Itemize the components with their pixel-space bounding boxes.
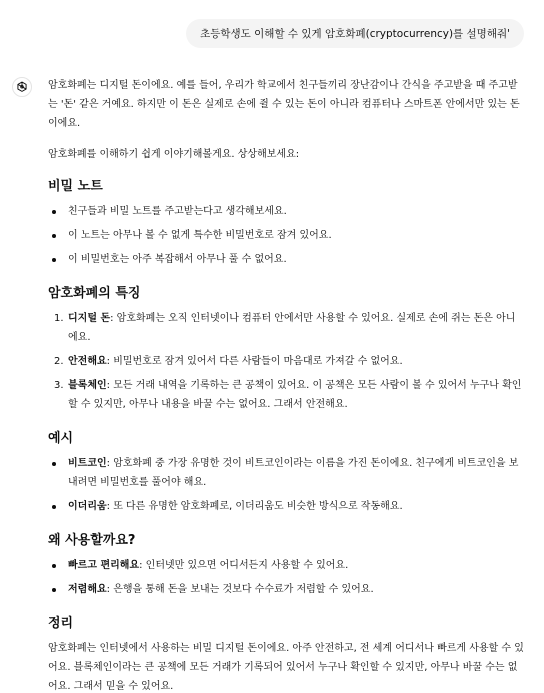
section-heading-secret-note: 비밀 노트: [48, 179, 103, 194]
list-number: 2.: [54, 356, 64, 367]
list-term: 안전해요: [68, 356, 107, 367]
list-item: [48, 497, 524, 516]
openai-logo-icon: [12, 77, 32, 97]
list-term: 저렴해요: [68, 584, 107, 595]
section-heading-summary: 정리: [48, 616, 74, 631]
list-text: : 또 다른 유명한 암호화폐로, 이더리움도 비슷한 방식으로 작동해요.: [106, 501, 403, 512]
list-term: 블록체인: [68, 380, 107, 391]
list-item: 이 비밀번호는 아주 복잡해서 아무나 풀 수 없어요.: [48, 250, 524, 269]
section-heading-examples: 예시: [48, 431, 74, 446]
list-item: [48, 309, 524, 347]
section-heading-features: 암호화폐의 특징: [48, 286, 141, 301]
list-item: [48, 376, 524, 414]
list-text: : 암호화폐는 오직 인터넷이나 컴퓨터 안에서만 사용할 수 있어요. 실제로 손에 쥐는 돈은 아니에요.: [68, 313, 516, 343]
lead-paragraph: 암호화폐를 이해하기 쉽게 이야기해볼게요. 상상해보세요:: [48, 149, 300, 160]
list-number: 3.: [54, 380, 64, 391]
list-item: [48, 556, 524, 575]
list-item: 친구들과 비밀 노트를 주고받는다고 생각해보세요.: [48, 202, 524, 221]
list-text: : 은행을 통해 돈을 보내는 것보다 수수료가 저렴할 수 있어요.: [106, 584, 374, 595]
summary-paragraph: 암호화폐는 인터넷에서 사용하는 비밀 디지털 돈이에요. 아주 안전하고, 전 세계 어디서나 빠르게 사용할 수 있어요. 블록체인이라는 큰 공책에 모든 거래가 기록되어 있어서 누구나 확인할 수 있지만, 아무나 바꿀 수는 없어요. 그래서 믿을 수 있어요.: [48, 643, 524, 692]
list-item: [48, 352, 524, 371]
secret-note-list: [48, 202, 524, 269]
list-number: 1.: [54, 313, 64, 324]
list-item: 이 노트는 아무나 볼 수 없게 특수한 비밀번호로 잠겨 있어요.: [48, 226, 524, 245]
intro-paragraph: 암호화폐는 디지털 돈이에요. 예를 들어, 우리가 학교에서 친구들끼리 장난감이나 간식을 주고받을 때 주고받는 '돈' 같은 거예요. 하지만 이 돈은 실제로 손에 쥘 수 있는 돈이 아니라 컴퓨터나 스마트폰 안에서만 있는 돈이에요.: [48, 80, 520, 129]
list-text: : 인터넷만 있으면 어디서든지 사용할 수 있어요.: [139, 560, 349, 571]
list-item: [48, 454, 524, 492]
features-list: [48, 309, 524, 414]
examples-list: [48, 454, 524, 516]
list-text: : 비밀번호로 잠겨 있어서 다른 사람들이 마음대로 가져갈 수 없어요.: [106, 356, 403, 367]
list-item: [48, 580, 524, 599]
list-term: 빠르고 편리해요: [68, 560, 140, 571]
list-term: 이더리움: [68, 501, 107, 512]
list-text: : 모든 거래 내역을 기록하는 큰 공책이 있어요. 이 공책은 모든 사람이 볼 수 있어서 누구나 확인할 수 있지만, 아무나 내용을 바꿀 수는 없어요. 그래서 안전해요.: [68, 380, 522, 410]
list-term: 디지털 돈: [68, 313, 111, 324]
why-use-list: [48, 556, 524, 599]
section-heading-why-use: 왜 사용할까요?: [48, 533, 136, 548]
list-term: 비트코인: [68, 458, 107, 469]
assistant-response: [48, 76, 524, 693]
list-text: : 암호화폐 중 가장 유명한 것이 비트코인이라는 이름을 가진 돈이에요. 친구에게 비트코인을 보내려면 비밀번호를 풀어야 해요.: [68, 458, 519, 488]
user-message-bubble: 초등학생도 이해할 수 있게 암호화폐(cryptocurrency)를 설명해줘': [186, 19, 524, 48]
